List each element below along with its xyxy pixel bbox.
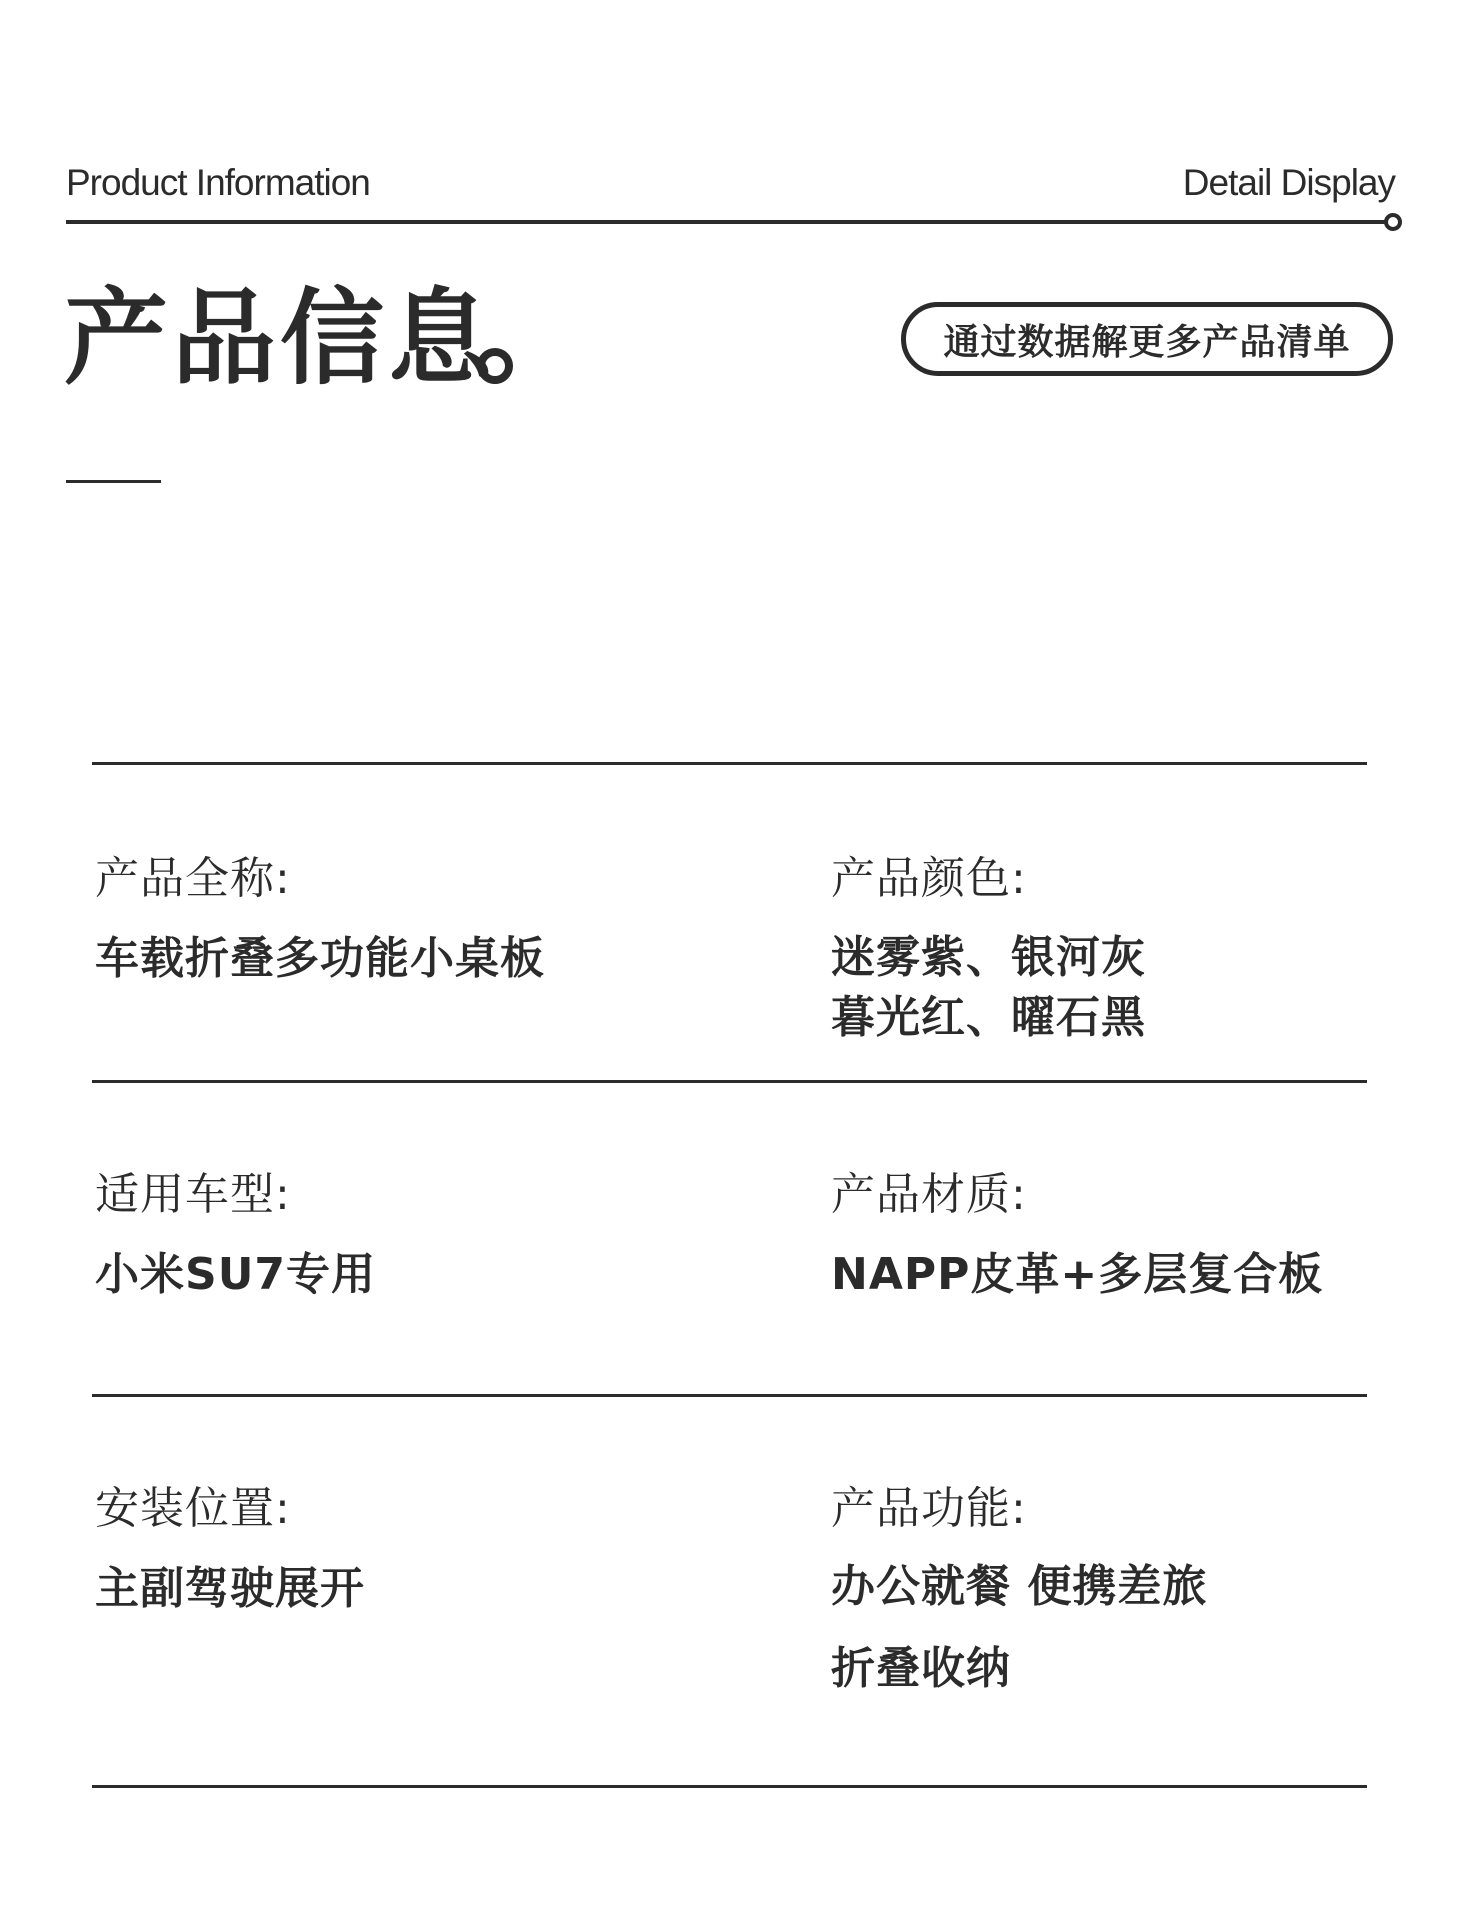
field-label: 产品全称: xyxy=(95,853,291,904)
field-label: 产品功能: xyxy=(831,1483,1027,1534)
table-divider xyxy=(92,1394,1367,1397)
header-row xyxy=(66,158,1395,208)
field-value xyxy=(95,928,545,990)
title-period-dot-icon xyxy=(477,348,513,384)
field-label: 安装位置: xyxy=(95,1483,291,1534)
field-product-name xyxy=(95,852,545,990)
field-value-line: 车载折叠多功能小桌板 xyxy=(95,933,545,984)
divider-end-dot-icon xyxy=(1384,213,1402,231)
table-divider xyxy=(92,1080,1367,1083)
field-value-line: 迷雾紫、银河灰 xyxy=(831,932,1146,983)
field-value xyxy=(831,928,1146,1048)
field-value xyxy=(831,1546,1207,1710)
field-value xyxy=(95,1558,365,1620)
field-functions xyxy=(831,1482,1207,1710)
field-product-colors xyxy=(831,852,1146,1048)
field-value-line: 小米SU7专用 xyxy=(95,1249,377,1300)
header-divider xyxy=(66,220,1389,224)
table-divider xyxy=(92,762,1367,765)
field-label: 适用车型: xyxy=(95,1169,291,1220)
field-value xyxy=(95,1244,376,1306)
field-value-line: NAPP皮革+多层复合板 xyxy=(831,1249,1324,1300)
field-value-line: 折叠收纳 xyxy=(831,1643,1011,1694)
page-title: 产品信息 xyxy=(64,277,497,399)
field-value xyxy=(831,1244,1323,1306)
product-information-label: Product Information xyxy=(66,162,370,203)
field-label: 产品材质: xyxy=(831,1169,1027,1220)
field-label: 产品颜色: xyxy=(831,853,1027,904)
field-material xyxy=(831,1168,1323,1306)
table-divider xyxy=(92,1785,1367,1788)
field-value-line: 办公就餐 便携差旅 xyxy=(831,1561,1208,1612)
field-vehicle-model xyxy=(95,1168,376,1306)
field-value-line: 主副驾驶展开 xyxy=(95,1563,365,1614)
title-underline xyxy=(66,480,161,483)
field-value-line: 暮光红、曜石黑 xyxy=(831,992,1146,1043)
field-install-position xyxy=(95,1482,365,1620)
product-list-button[interactable]: 通过数据解更多产品清单 xyxy=(901,302,1393,376)
detail-display-label: Detail Display xyxy=(1182,162,1395,203)
